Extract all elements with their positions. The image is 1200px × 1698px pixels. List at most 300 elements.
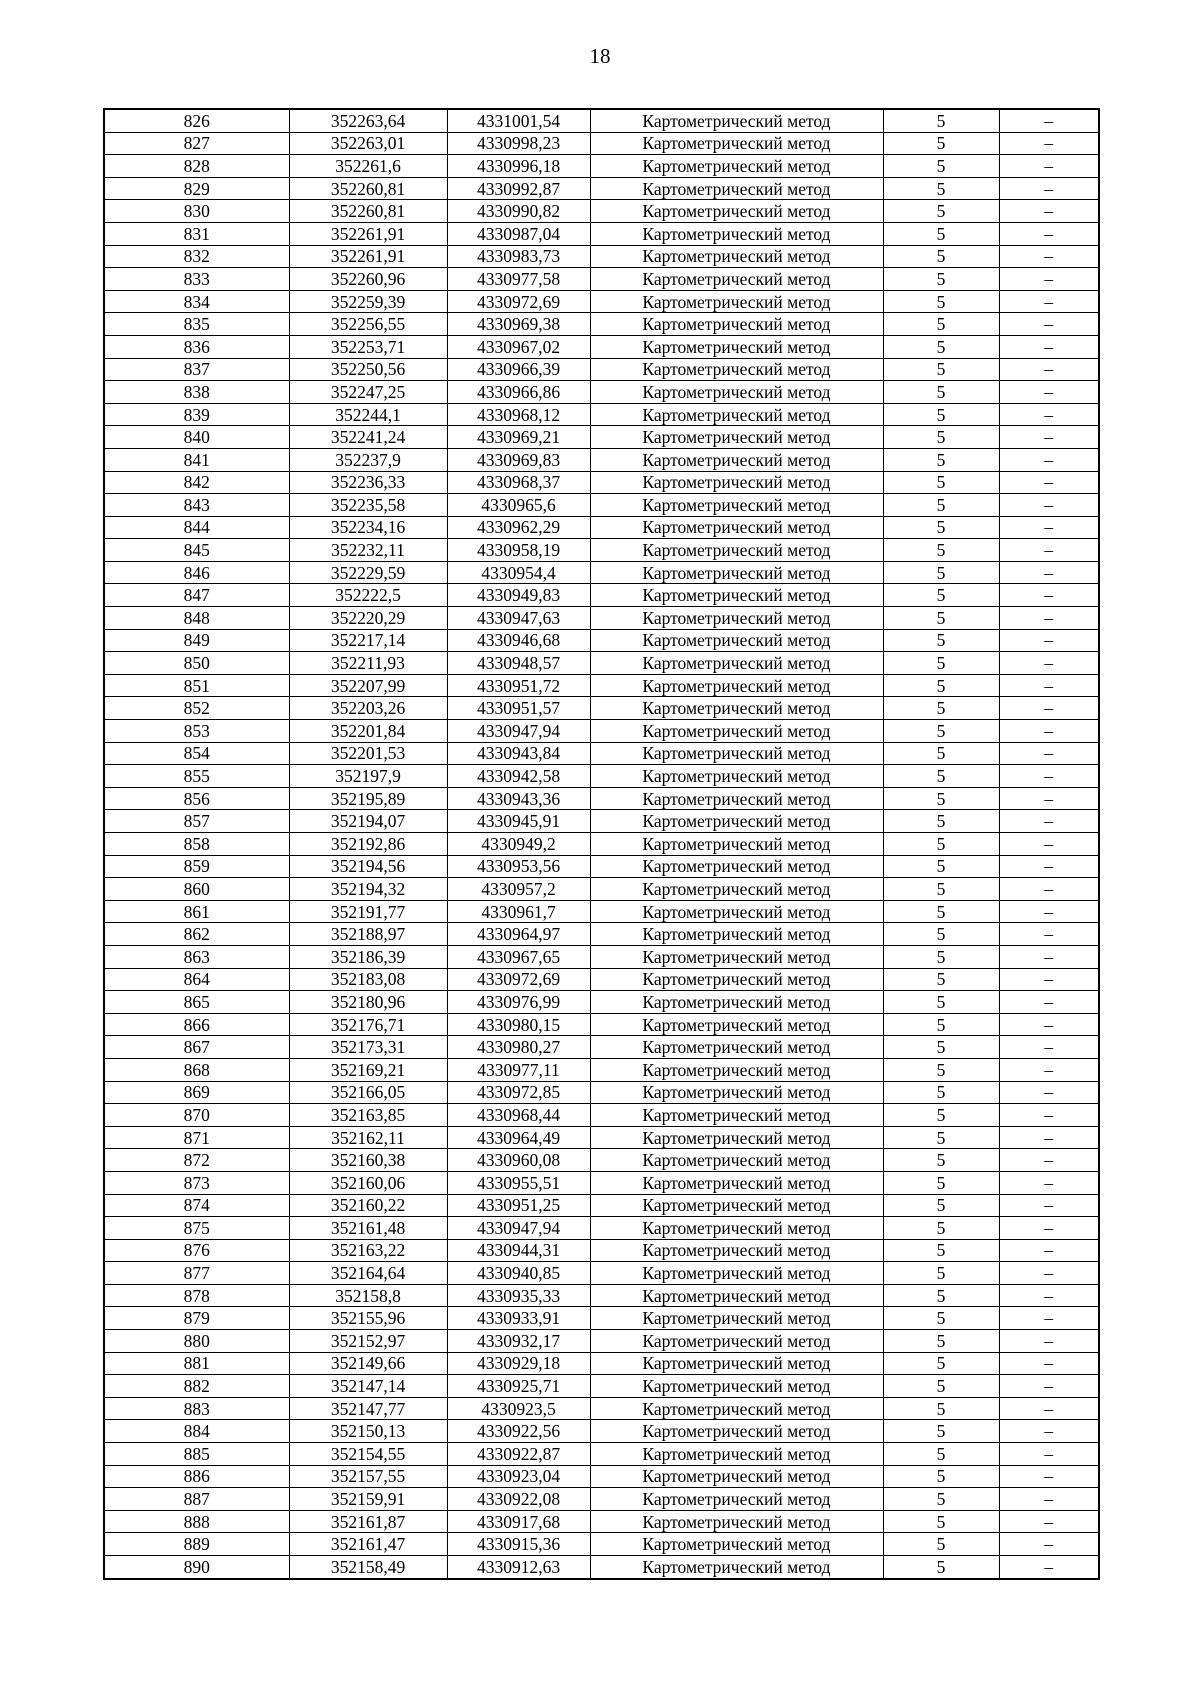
note-cell: –: [999, 109, 1099, 132]
method-cell: Картометрический метод: [590, 945, 883, 968]
accuracy-cell: 5: [883, 697, 999, 720]
y-coordinate-cell: 4330969,83: [447, 448, 590, 471]
point-number-cell: 855: [104, 765, 289, 788]
table-row: [104, 516, 1099, 539]
method-cell: Картометрический метод: [590, 1104, 883, 1127]
table-row: [104, 787, 1099, 810]
accuracy-cell: 5: [883, 833, 999, 856]
accuracy-cell: 5: [883, 539, 999, 562]
x-coordinate-cell: 352160,06: [289, 1171, 447, 1194]
note-cell: –: [999, 1420, 1099, 1443]
table-row: [104, 1194, 1099, 1217]
method-cell: Картометрический метод: [590, 471, 883, 494]
note-cell: –: [999, 1330, 1099, 1353]
point-number-cell: 850: [104, 652, 289, 675]
method-cell: Картометрический метод: [590, 1488, 883, 1511]
x-coordinate-cell: 352147,77: [289, 1397, 447, 1420]
x-coordinate-cell: 352232,11: [289, 539, 447, 562]
y-coordinate-cell: 4330922,56: [447, 1420, 590, 1443]
method-cell: Картометрический метод: [590, 155, 883, 178]
point-number-cell: 835: [104, 313, 289, 336]
table-row: [104, 1375, 1099, 1398]
x-coordinate-cell: 352260,96: [289, 268, 447, 291]
note-cell: –: [999, 652, 1099, 675]
y-coordinate-cell: 4330983,73: [447, 245, 590, 268]
accuracy-cell: 5: [883, 991, 999, 1014]
table-row: [104, 245, 1099, 268]
y-coordinate-cell: 4330977,11: [447, 1058, 590, 1081]
x-coordinate-cell: 352234,16: [289, 516, 447, 539]
y-coordinate-cell: 4330932,17: [447, 1330, 590, 1353]
x-coordinate-cell: 352195,89: [289, 787, 447, 810]
note-cell: –: [999, 945, 1099, 968]
point-number-cell: 848: [104, 607, 289, 630]
table-row: [104, 1556, 1099, 1579]
point-number-cell: 872: [104, 1149, 289, 1172]
point-number-cell: 847: [104, 584, 289, 607]
table-row: [104, 900, 1099, 923]
y-coordinate-cell: 4330967,65: [447, 945, 590, 968]
method-cell: Картометрический метод: [590, 1081, 883, 1104]
method-cell: Картометрический метод: [590, 335, 883, 358]
y-coordinate-cell: 4330947,94: [447, 1217, 590, 1240]
y-coordinate-cell: 4330933,91: [447, 1307, 590, 1330]
note-cell: –: [999, 1036, 1099, 1059]
method-cell: Картометрический метод: [590, 132, 883, 155]
note-cell: –: [999, 1488, 1099, 1511]
note-cell: –: [999, 1217, 1099, 1240]
point-number-cell: 844: [104, 516, 289, 539]
y-coordinate-cell: 4330990,82: [447, 200, 590, 223]
point-number-cell: 860: [104, 878, 289, 901]
method-cell: Картометрический метод: [590, 1217, 883, 1240]
method-cell: Картометрический метод: [590, 1284, 883, 1307]
y-coordinate-cell: 4330980,15: [447, 1013, 590, 1036]
point-number-cell: 827: [104, 132, 289, 155]
page-number: 18: [589, 44, 611, 68]
point-number-cell: 880: [104, 1330, 289, 1353]
y-coordinate-cell: 4330968,37: [447, 471, 590, 494]
x-coordinate-cell: 352160,38: [289, 1149, 447, 1172]
table-row: [104, 629, 1099, 652]
point-number-cell: 846: [104, 561, 289, 584]
accuracy-cell: 5: [883, 335, 999, 358]
point-number-cell: 869: [104, 1081, 289, 1104]
x-coordinate-cell: 352211,93: [289, 652, 447, 675]
note-cell: –: [999, 1194, 1099, 1217]
table-row: [104, 1420, 1099, 1443]
table-row: [104, 539, 1099, 562]
table-row: [104, 1533, 1099, 1556]
point-number-cell: 838: [104, 381, 289, 404]
point-number-cell: 865: [104, 991, 289, 1014]
x-coordinate-cell: 352191,77: [289, 900, 447, 923]
note-cell: –: [999, 381, 1099, 404]
note-cell: –: [999, 1126, 1099, 1149]
accuracy-cell: 5: [883, 155, 999, 178]
method-cell: Картометрический метод: [590, 1194, 883, 1217]
point-number-cell: 851: [104, 674, 289, 697]
y-coordinate-cell: 4330972,85: [447, 1081, 590, 1104]
x-coordinate-cell: 352169,21: [289, 1058, 447, 1081]
accuracy-cell: 5: [883, 1239, 999, 1262]
x-coordinate-cell: 352194,07: [289, 810, 447, 833]
table-row: [104, 742, 1099, 765]
table-row: [104, 471, 1099, 494]
y-coordinate-cell: 4330980,27: [447, 1036, 590, 1059]
point-number-cell: 873: [104, 1171, 289, 1194]
x-coordinate-cell: 352259,39: [289, 290, 447, 313]
accuracy-cell: 5: [883, 200, 999, 223]
method-cell: Картометрический метод: [590, 1171, 883, 1194]
note-cell: –: [999, 290, 1099, 313]
accuracy-cell: 5: [883, 1149, 999, 1172]
point-number-cell: 878: [104, 1284, 289, 1307]
table-row: [104, 1217, 1099, 1240]
point-number-cell: 828: [104, 155, 289, 178]
method-cell: Картометрический метод: [590, 720, 883, 743]
point-number-cell: 830: [104, 200, 289, 223]
point-number-cell: 859: [104, 855, 289, 878]
accuracy-cell: 5: [883, 742, 999, 765]
point-number-cell: 842: [104, 471, 289, 494]
accuracy-cell: 5: [883, 1307, 999, 1330]
x-coordinate-cell: 352207,99: [289, 674, 447, 697]
accuracy-cell: 5: [883, 1013, 999, 1036]
y-coordinate-cell: 4330943,84: [447, 742, 590, 765]
x-coordinate-cell: 352261,91: [289, 245, 447, 268]
y-coordinate-cell: 4330935,33: [447, 1284, 590, 1307]
x-coordinate-cell: 352155,96: [289, 1307, 447, 1330]
note-cell: –: [999, 878, 1099, 901]
x-coordinate-cell: 352201,84: [289, 720, 447, 743]
method-cell: Картометрический метод: [590, 900, 883, 923]
y-coordinate-cell: 4330954,4: [447, 561, 590, 584]
y-coordinate-cell: 4330940,85: [447, 1262, 590, 1285]
y-coordinate-cell: 4330968,44: [447, 1104, 590, 1127]
point-number-cell: 856: [104, 787, 289, 810]
y-coordinate-cell: 4330943,36: [447, 787, 590, 810]
method-cell: Картометрический метод: [590, 833, 883, 856]
note-cell: –: [999, 674, 1099, 697]
method-cell: Картометрический метод: [590, 697, 883, 720]
method-cell: Картометрический метод: [590, 1533, 883, 1556]
method-cell: Картометрический метод: [590, 290, 883, 313]
method-cell: Картометрический метод: [590, 177, 883, 200]
point-number-cell: 857: [104, 810, 289, 833]
accuracy-cell: 5: [883, 1126, 999, 1149]
method-cell: Картометрический метод: [590, 742, 883, 765]
method-cell: Картометрический метод: [590, 923, 883, 946]
method-cell: Картометрический метод: [590, 765, 883, 788]
table-row: [104, 381, 1099, 404]
note-cell: –: [999, 313, 1099, 336]
y-coordinate-cell: 4330966,39: [447, 358, 590, 381]
x-coordinate-cell: 352260,81: [289, 177, 447, 200]
accuracy-cell: 5: [883, 1058, 999, 1081]
table-row: [104, 494, 1099, 517]
table-row: [104, 1104, 1099, 1127]
y-coordinate-cell: 4330967,02: [447, 335, 590, 358]
point-number-cell: 853: [104, 720, 289, 743]
x-coordinate-cell: 352261,6: [289, 155, 447, 178]
note-cell: –: [999, 1307, 1099, 1330]
y-coordinate-cell: 4330964,97: [447, 923, 590, 946]
x-coordinate-cell: 352237,9: [289, 448, 447, 471]
method-cell: Картометрический метод: [590, 584, 883, 607]
table-row: [104, 652, 1099, 675]
y-coordinate-cell: 4330960,08: [447, 1149, 590, 1172]
note-cell: –: [999, 1443, 1099, 1466]
accuracy-cell: 5: [883, 810, 999, 833]
note-cell: –: [999, 1081, 1099, 1104]
point-number-cell: 882: [104, 1375, 289, 1398]
point-number-cell: 863: [104, 945, 289, 968]
y-coordinate-cell: 4330948,57: [447, 652, 590, 675]
note-cell: –: [999, 200, 1099, 223]
accuracy-cell: 5: [883, 1510, 999, 1533]
y-coordinate-cell: 4330996,18: [447, 155, 590, 178]
table-row: [104, 222, 1099, 245]
accuracy-cell: 5: [883, 607, 999, 630]
point-number-cell: 867: [104, 1036, 289, 1059]
method-cell: Картометрический метод: [590, 426, 883, 449]
method-cell: Картометрический метод: [590, 1420, 883, 1443]
point-number-cell: 840: [104, 426, 289, 449]
x-coordinate-cell: 352241,24: [289, 426, 447, 449]
method-cell: Картометрический метод: [590, 1262, 883, 1285]
x-coordinate-cell: 352163,22: [289, 1239, 447, 1262]
method-cell: Картометрический метод: [590, 1352, 883, 1375]
note-cell: –: [999, 629, 1099, 652]
method-cell: Картометрический метод: [590, 222, 883, 245]
accuracy-cell: 5: [883, 1556, 999, 1579]
table-row: [104, 403, 1099, 426]
accuracy-cell: 5: [883, 1036, 999, 1059]
y-coordinate-cell: 4330922,08: [447, 1488, 590, 1511]
accuracy-cell: 5: [883, 720, 999, 743]
table-row: [104, 1013, 1099, 1036]
table-row: [104, 426, 1099, 449]
x-coordinate-cell: 352244,1: [289, 403, 447, 426]
accuracy-cell: 5: [883, 132, 999, 155]
x-coordinate-cell: 352157,55: [289, 1465, 447, 1488]
y-coordinate-cell: 4330947,63: [447, 607, 590, 630]
accuracy-cell: 5: [883, 313, 999, 336]
method-cell: Картометрический метод: [590, 1149, 883, 1172]
accuracy-cell: 5: [883, 516, 999, 539]
x-coordinate-cell: 352161,87: [289, 1510, 447, 1533]
accuracy-cell: 5: [883, 968, 999, 991]
y-coordinate-cell: 4330925,71: [447, 1375, 590, 1398]
method-cell: Картометрический метод: [590, 268, 883, 291]
note-cell: –: [999, 358, 1099, 381]
y-coordinate-cell: 4330951,72: [447, 674, 590, 697]
table-row: [104, 132, 1099, 155]
y-coordinate-cell: 4330922,87: [447, 1443, 590, 1466]
accuracy-cell: 5: [883, 358, 999, 381]
note-cell: –: [999, 1465, 1099, 1488]
note-cell: –: [999, 1058, 1099, 1081]
note-cell: –: [999, 245, 1099, 268]
point-number-cell: 839: [104, 403, 289, 426]
table-row: [104, 945, 1099, 968]
x-coordinate-cell: 352180,96: [289, 991, 447, 1014]
x-coordinate-cell: 352176,71: [289, 1013, 447, 1036]
table-row: [104, 1126, 1099, 1149]
accuracy-cell: 5: [883, 381, 999, 404]
x-coordinate-cell: 352154,55: [289, 1443, 447, 1466]
method-cell: Картометрический метод: [590, 1330, 883, 1353]
point-number-cell: 833: [104, 268, 289, 291]
method-cell: Картометрический метод: [590, 1239, 883, 1262]
point-number-cell: 881: [104, 1352, 289, 1375]
accuracy-cell: 5: [883, 448, 999, 471]
note-cell: –: [999, 539, 1099, 562]
point-number-cell: 874: [104, 1194, 289, 1217]
point-number-cell: 864: [104, 968, 289, 991]
note-cell: –: [999, 833, 1099, 856]
method-cell: Картометрический метод: [590, 810, 883, 833]
y-coordinate-cell: 4330977,58: [447, 268, 590, 291]
x-coordinate-cell: 352194,32: [289, 878, 447, 901]
method-cell: Картометрический метод: [590, 1375, 883, 1398]
method-cell: Картометрический метод: [590, 1013, 883, 1036]
y-coordinate-cell: 4330915,36: [447, 1533, 590, 1556]
note-cell: –: [999, 1262, 1099, 1285]
x-coordinate-cell: 352158,49: [289, 1556, 447, 1579]
x-coordinate-cell: 352192,86: [289, 833, 447, 856]
accuracy-cell: 5: [883, 290, 999, 313]
accuracy-cell: 5: [883, 945, 999, 968]
x-coordinate-cell: 352188,97: [289, 923, 447, 946]
note-cell: –: [999, 448, 1099, 471]
accuracy-cell: 5: [883, 1104, 999, 1127]
x-coordinate-cell: 352152,97: [289, 1330, 447, 1353]
method-cell: Картометрический метод: [590, 516, 883, 539]
y-coordinate-cell: 4330968,12: [447, 403, 590, 426]
point-number-cell: 858: [104, 833, 289, 856]
y-coordinate-cell: 4330969,21: [447, 426, 590, 449]
table-row: [104, 1036, 1099, 1059]
table-row: [104, 878, 1099, 901]
note-cell: –: [999, 787, 1099, 810]
y-coordinate-cell: 4330949,83: [447, 584, 590, 607]
y-coordinate-cell: 4330953,56: [447, 855, 590, 878]
table-row: [104, 1397, 1099, 1420]
y-coordinate-cell: 4330969,38: [447, 313, 590, 336]
note-cell: –: [999, 1104, 1099, 1127]
x-coordinate-cell: 352260,81: [289, 200, 447, 223]
note-cell: –: [999, 516, 1099, 539]
y-coordinate-cell: 4330966,86: [447, 381, 590, 404]
accuracy-cell: 5: [883, 245, 999, 268]
note-cell: –: [999, 268, 1099, 291]
x-coordinate-cell: 352263,01: [289, 132, 447, 155]
point-number-cell: 852: [104, 697, 289, 720]
point-number-cell: 832: [104, 245, 289, 268]
x-coordinate-cell: 352186,39: [289, 945, 447, 968]
point-number-cell: 831: [104, 222, 289, 245]
method-cell: Картометрический метод: [590, 448, 883, 471]
point-number-cell: 885: [104, 1443, 289, 1466]
note-cell: –: [999, 584, 1099, 607]
table-row: [104, 923, 1099, 946]
accuracy-cell: 5: [883, 629, 999, 652]
table-row: [104, 674, 1099, 697]
method-cell: Картометрический метод: [590, 1510, 883, 1533]
accuracy-cell: 5: [883, 403, 999, 426]
x-coordinate-cell: 352236,33: [289, 471, 447, 494]
accuracy-cell: 5: [883, 1375, 999, 1398]
table-row: [104, 833, 1099, 856]
coordinates-table: [103, 108, 1100, 1580]
accuracy-cell: 5: [883, 1443, 999, 1466]
note-cell: –: [999, 561, 1099, 584]
y-coordinate-cell: 4330917,68: [447, 1510, 590, 1533]
point-number-cell: 875: [104, 1217, 289, 1240]
accuracy-cell: 5: [883, 1194, 999, 1217]
x-coordinate-cell: 352253,71: [289, 335, 447, 358]
note-cell: –: [999, 471, 1099, 494]
x-coordinate-cell: 352163,85: [289, 1104, 447, 1127]
y-coordinate-cell: 4330929,18: [447, 1352, 590, 1375]
point-number-cell: 834: [104, 290, 289, 313]
table-row: [104, 991, 1099, 1014]
x-coordinate-cell: 352164,64: [289, 1262, 447, 1285]
table-row: [104, 177, 1099, 200]
table-row: [104, 155, 1099, 178]
table-row: [104, 358, 1099, 381]
y-coordinate-cell: 4330949,2: [447, 833, 590, 856]
point-number-cell: 854: [104, 742, 289, 765]
table-row: [104, 290, 1099, 313]
accuracy-cell: 5: [883, 1465, 999, 1488]
table-row: [104, 1488, 1099, 1511]
y-coordinate-cell: 4330957,2: [447, 878, 590, 901]
x-coordinate-cell: 352183,08: [289, 968, 447, 991]
method-cell: Картометрический метод: [590, 1397, 883, 1420]
note-cell: –: [999, 494, 1099, 517]
note-cell: –: [999, 177, 1099, 200]
table-row: [104, 448, 1099, 471]
point-number-cell: 841: [104, 448, 289, 471]
x-coordinate-cell: 352159,91: [289, 1488, 447, 1511]
point-number-cell: 877: [104, 1262, 289, 1285]
table-row: [104, 335, 1099, 358]
x-coordinate-cell: 352235,58: [289, 494, 447, 517]
method-cell: Картометрический метод: [590, 607, 883, 630]
accuracy-cell: 5: [883, 765, 999, 788]
method-cell: Картометрический метод: [590, 878, 883, 901]
y-coordinate-cell: 4330992,87: [447, 177, 590, 200]
note-cell: –: [999, 765, 1099, 788]
point-number-cell: 870: [104, 1104, 289, 1127]
accuracy-cell: 5: [883, 561, 999, 584]
method-cell: Картометрический метод: [590, 403, 883, 426]
point-number-cell: 884: [104, 1420, 289, 1443]
note-cell: –: [999, 222, 1099, 245]
accuracy-cell: 5: [883, 222, 999, 245]
accuracy-cell: 5: [883, 584, 999, 607]
x-coordinate-cell: 352158,8: [289, 1284, 447, 1307]
x-coordinate-cell: 352166,05: [289, 1081, 447, 1104]
x-coordinate-cell: 352263,64: [289, 109, 447, 132]
table-row: [104, 810, 1099, 833]
table-row: [104, 1149, 1099, 1172]
point-number-cell: 886: [104, 1465, 289, 1488]
x-coordinate-cell: 352203,26: [289, 697, 447, 720]
